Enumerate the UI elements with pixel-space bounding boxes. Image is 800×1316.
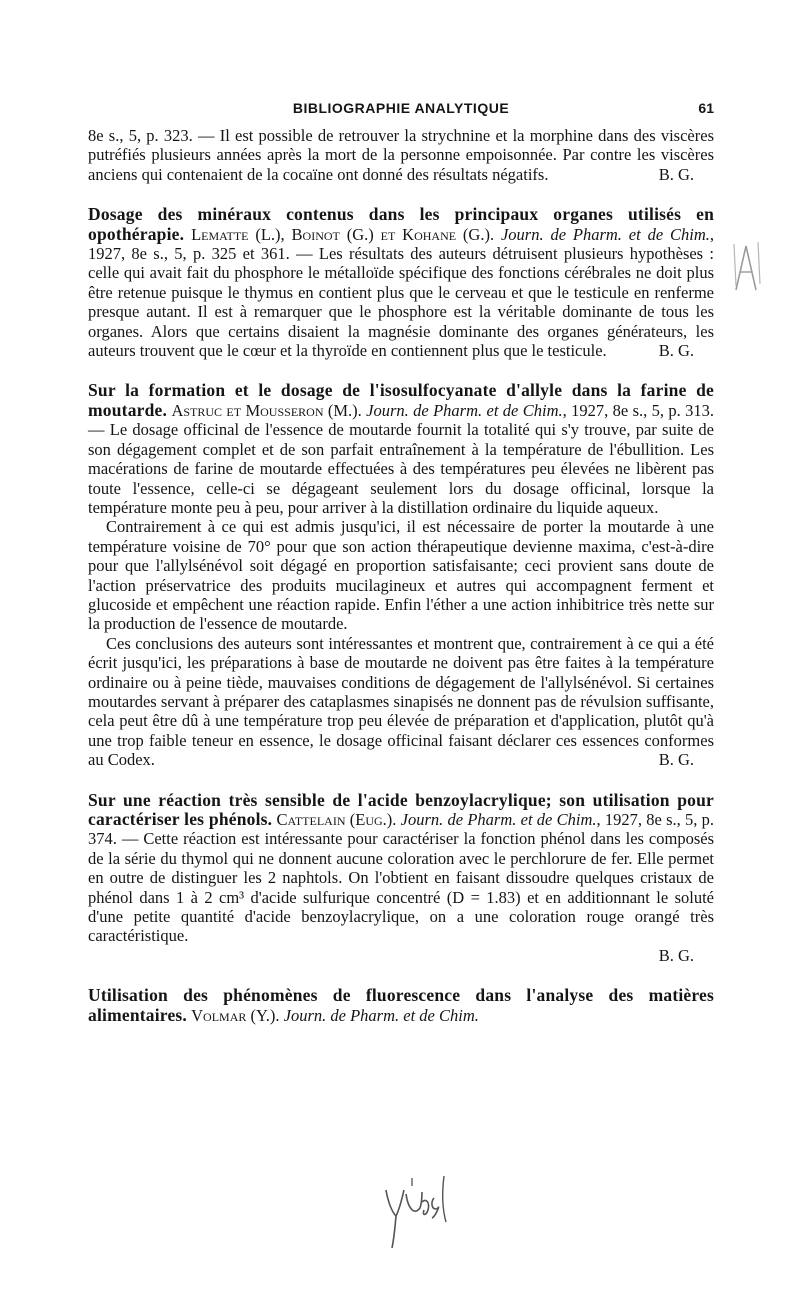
author-initials: B. G. <box>658 341 694 361</box>
entry-authors: Lematte (L.), Boinot (G.) et Kohane (G.). <box>191 224 495 244</box>
running-title: BIBLIOGRAPHIE ANALYTIQUE <box>292 100 510 116</box>
bibliography-entry-continuation <box>88 126 714 184</box>
entry-authors: Cattelain (Eug.). <box>276 810 397 829</box>
entry-citation: , 1927, 8e s., 5, p. 313. — <box>88 400 714 440</box>
entry-journal: Journ. de Pharm. et de Chim. <box>366 400 563 420</box>
entry-title: Sur la formation et le dosage de l'isosulfocyanate d'allyle dans la farine de moutarde. <box>88 380 714 420</box>
entry-paragraph <box>88 791 714 946</box>
author-initials: B. G. <box>658 164 694 184</box>
entry-abstract: Cette réaction est intéressante pour caractériser la fonction phénol dans les composés de la série du thymol qui ne donnent aucune coloration avec le perchlorure de fer. Elle permet en outre de distinguer les 2 naphtols. On l'obtient en faisant dissoudre quelques cristaux de phénol dans 1 à 2 cm³ d'acide sulfurique concentré (D = 1.83) et en additionnant le soluté d'une petite quantité d'acide benzoylacrylique, on a une coloration rouge orangé très caractéristique. <box>88 829 715 946</box>
entry-title: Sur une réaction très sensible de l'acide benzoylacrylique; son utilisation pour caractériser les phénols. <box>88 789 714 829</box>
entry-authors: Volmar (Y.). <box>191 1005 280 1025</box>
entry-journal: Journ. de Pharm. et de Chim. <box>400 810 597 829</box>
page-header <box>88 100 714 124</box>
handwritten-signature <box>378 1172 458 1252</box>
bibliography-entry <box>88 791 714 966</box>
bibliography-entry <box>88 381 714 769</box>
entry-paragraph <box>88 986 714 1025</box>
entry-title: Utilisation des phénomènes de fluorescence dans l'analyse des matières alimentaires. <box>88 985 714 1025</box>
entry-citation: , 1927, 8e s., 5, p. 374. — <box>88 810 714 849</box>
bibliography-entry <box>88 986 714 1025</box>
entry-paragraph: 8e s., 5, p. 323. — Il est possible de retrouver la strychnine et la morphine dans des viscères putréfiés plusieurs années après la mort de la personne empoisonnée. Par contre les viscères anciens qui contenaient de la cocaïne ont donné des résultats négatifs. B. G. <box>88 126 714 184</box>
entry-authors: Astruc et Mousseron (M.). <box>171 400 362 420</box>
margin-pencil-mark <box>730 236 764 296</box>
author-initials: B. G. <box>658 945 694 965</box>
entry-paragraph: Ces conclusions des auteurs sont intéressantes et montrent que, contrairement à ce qui a été écrit jusqu'ici, les préparations à base de moutarde ne doivent pas être faites à la température ordinaire ou à peine tiède, mauvaises conditions de dégagement de l'allylsénévol. Si certaines moutardes servant à préparer des cataplasmes sinapisés ne donnent pas de révulsion suffisante, cela peut être dû à une température trop peu élevée de préparation et d'application, plutôt qu'à une trop faible teneur en essence, le dosage officinal faisant déclarer ces essences conformes au Codex. B. G. <box>88 633 714 770</box>
bibliography-content <box>88 126 714 1025</box>
entry-paragraph <box>88 205 714 360</box>
entry-citation: , 1927, 8e s., 5, p. 325 et 361. — <box>88 224 715 264</box>
entry-paragraph <box>88 381 714 517</box>
entry-journal: Journ. de Pharm. et de Chim. <box>283 1005 479 1025</box>
entry-title: Dosage des minéraux contenus dans les principaux organes utilisés en opothérapie. <box>88 204 714 244</box>
entry-paragraph: Contrairement à ce qui est admis jusqu'ici, il est nécessaire de porter la moutarde à une température voisine de 70° pour que son action thérapeutique devienne maxima, c'est-à-dire pour que l'allylsénévol soit dégagé en proportion satisfaisante; ceci provient sans doute de l'action préservatrice des produits mucilagineux et autres qui accompagnent ferment et glucoside et empêchent une réaction rapide. Enfin l'éther a une action inhibitrice très nette sur la production de l'essence de moutarde. <box>88 517 714 634</box>
entry-abstract: Les résultats des auteurs détruisent plusieurs hypothèses : celle qui avait fait du phosphore le métalloïde spécifique des fonctions cérébrales ne doit plus être retenue puisque le thymus en contient plus que le cerveau et que le testicule en renferme presque autant. Il est à remarquer que le phosphore est la véritable dominante de tous les organes. Alors que certains disaient la magnésie dominante des organes générateurs, les auteurs trouvent que le cœur et la thyroïde en contiennent plus que le testicule. <box>88 244 714 361</box>
entry-journal: Journ. de Pharm. et de Chim. <box>500 224 710 244</box>
bibliography-entry <box>88 205 714 360</box>
entry-abstract: Le dosage officinal de l'essence de moutarde fournit la totalité qui s'y trouve, par suite de son dégagement complet et de son parfait entraînement à la température de l'ébullition. Les macérations de farine de moutarde effectuées à des températures peu élevées ne libèrent pas toute l'essence, celle-ci se dégageant seulement lors du dosage officinal, lorsque la température monte peu à peu, pour arriver à la distillation ordinaire du liquide aqueux. <box>88 420 715 517</box>
page-number: 61 <box>698 100 714 116</box>
author-initials: B. G. <box>658 750 694 770</box>
